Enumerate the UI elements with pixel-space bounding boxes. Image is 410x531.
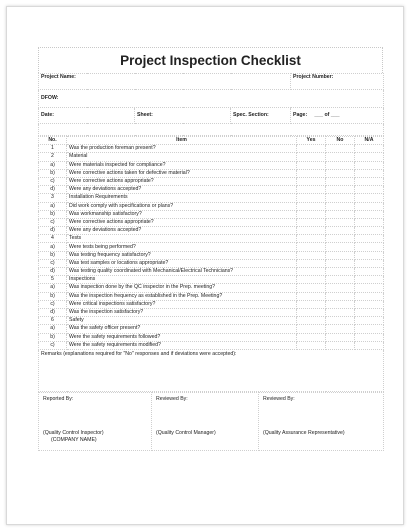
yes-checkbox-cell[interactable]	[297, 202, 326, 210]
no-checkbox-cell[interactable]	[326, 333, 355, 341]
na-checkbox-cell[interactable]	[355, 333, 384, 341]
row-item-text: Was inspection done by the QC inspector in the Prep. meeting?	[67, 284, 297, 292]
checklist-row	[39, 259, 384, 267]
row-number: b)	[39, 251, 67, 259]
yes-checkbox-cell[interactable]	[297, 177, 326, 185]
row-number: c)	[39, 177, 67, 185]
yes-checkbox-cell[interactable]	[297, 284, 326, 292]
checklist-row	[39, 202, 384, 210]
checklist-row	[39, 161, 384, 169]
yes-checkbox-cell[interactable]	[297, 243, 326, 251]
spec-section-field[interactable]	[231, 108, 291, 124]
no-checkbox-cell[interactable]	[326, 341, 355, 349]
row-number: a)	[39, 325, 67, 333]
sheet-field[interactable]	[135, 108, 231, 124]
checklist-row	[39, 227, 384, 235]
yes-checkbox-cell[interactable]	[297, 186, 326, 194]
document-page	[6, 6, 404, 525]
no-checkbox-cell[interactable]	[326, 268, 355, 276]
no-checkbox-cell[interactable]	[326, 235, 355, 243]
no-checkbox-cell[interactable]	[326, 243, 355, 251]
row-number: c)	[39, 218, 67, 226]
row-number: d)	[39, 186, 67, 194]
no-checkbox-cell[interactable]	[326, 284, 355, 292]
yes-checkbox-cell[interactable]	[297, 276, 326, 284]
row-number: c)	[39, 259, 67, 267]
no-checkbox-cell[interactable]	[326, 186, 355, 194]
no-checkbox-cell[interactable]	[326, 145, 355, 153]
remarks-label: Remarks (explanations required for "No" responses and if deviations were accepted):	[41, 350, 237, 357]
no-checkbox-cell[interactable]	[326, 325, 355, 333]
yes-checkbox-cell[interactable]	[297, 235, 326, 243]
spacer-row	[39, 124, 384, 136]
column-header-na: N/A	[355, 137, 384, 145]
yes-checkbox-cell[interactable]	[297, 259, 326, 267]
checklist-body	[39, 145, 384, 350]
no-checkbox-cell[interactable]	[326, 227, 355, 235]
row-item-text: Was the production foreman present?	[67, 145, 297, 153]
row-number: b)	[39, 210, 67, 218]
page-title: Project Inspection Checklist	[38, 47, 383, 73]
column-header-item: Item	[67, 137, 297, 145]
row-item-text: Were corrective actions taken for defective material?	[67, 169, 297, 177]
row-item-text: Were any deviations accepted?	[67, 186, 297, 194]
row-number: 2	[39, 153, 67, 161]
signature-role: (Quality Control Manager)	[156, 429, 216, 436]
na-checkbox-cell[interactable]	[355, 308, 384, 316]
row-number: a)	[39, 202, 67, 210]
checklist-row	[39, 268, 384, 276]
row-item-text: Was the inspection satisfactory?	[67, 308, 297, 316]
na-checkbox-cell[interactable]	[355, 169, 384, 177]
project-number-field[interactable]	[291, 74, 384, 90]
row-number: a)	[39, 243, 67, 251]
row-number: 1	[39, 145, 67, 153]
signature-role: (Quality Assurance Representative)	[263, 429, 345, 436]
spec-section-label: Spec. Section:	[233, 112, 269, 118]
yes-checkbox-cell[interactable]	[297, 161, 326, 169]
no-checkbox-cell[interactable]	[326, 161, 355, 169]
row-item-text: Inspections	[67, 276, 297, 284]
row-number: 6	[39, 317, 67, 325]
yes-checkbox-cell[interactable]	[297, 145, 326, 153]
yes-checkbox-cell[interactable]	[297, 341, 326, 349]
page-total-blank: ___	[330, 112, 340, 118]
yes-checkbox-cell[interactable]	[297, 169, 326, 177]
yes-checkbox-cell[interactable]	[297, 333, 326, 341]
na-checkbox-cell[interactable]	[355, 268, 384, 276]
no-checkbox-cell[interactable]	[326, 202, 355, 210]
column-header-no-answer: No	[326, 137, 355, 145]
signature-label: Reviewed By:	[263, 395, 295, 402]
no-checkbox-cell[interactable]	[326, 169, 355, 177]
yes-checkbox-cell[interactable]	[297, 300, 326, 308]
row-item-text: Was workmanship satisfactory?	[67, 210, 297, 218]
row-item-text: Was test samples or locations appropriate?	[67, 259, 297, 267]
na-checkbox-cell[interactable]	[355, 186, 384, 194]
no-checkbox-cell[interactable]	[326, 300, 355, 308]
row-number: d)	[39, 227, 67, 235]
no-checkbox-cell[interactable]	[326, 259, 355, 267]
checklist-row	[39, 333, 384, 341]
date-label: Date:	[41, 112, 54, 118]
na-checkbox-cell[interactable]	[355, 243, 384, 251]
date-field[interactable]	[39, 108, 135, 124]
yes-checkbox-cell[interactable]	[297, 194, 326, 202]
project-number-label: Project Number:	[293, 74, 334, 80]
checklist-table	[38, 136, 384, 392]
no-checkbox-cell[interactable]	[326, 218, 355, 226]
project-name-field[interactable]	[39, 74, 291, 90]
yes-checkbox-cell[interactable]	[297, 292, 326, 300]
checklist-row	[39, 341, 384, 349]
na-checkbox-cell[interactable]	[355, 259, 384, 267]
checklist-row	[39, 317, 384, 325]
checklist-row	[39, 325, 384, 333]
page-of-label: of	[324, 112, 330, 118]
yes-checkbox-cell[interactable]	[297, 218, 326, 226]
signature-table	[38, 392, 384, 451]
yes-checkbox-cell[interactable]	[297, 325, 326, 333]
na-checkbox-cell[interactable]	[355, 292, 384, 300]
no-checkbox-cell[interactable]	[326, 194, 355, 202]
signature-block[interactable]	[39, 392, 152, 450]
checklist-row	[39, 145, 384, 153]
sheet-label: Sheet:	[137, 112, 153, 118]
dfow-field[interactable]	[39, 90, 384, 108]
checklist-row	[39, 186, 384, 194]
dfow-label: DFOW:	[41, 95, 59, 101]
checklist-row	[39, 300, 384, 308]
checklist-row	[39, 292, 384, 300]
checklist-row	[39, 218, 384, 226]
row-item-text: Were the safety requirements followed?	[67, 333, 297, 341]
no-checkbox-cell[interactable]	[326, 276, 355, 284]
na-checkbox-cell[interactable]	[355, 284, 384, 292]
page-number-blank: ___	[314, 112, 324, 118]
yes-checkbox-cell[interactable]	[297, 210, 326, 218]
row-item-text: Were materials inspected for compliance?	[67, 161, 297, 169]
row-number: 4	[39, 235, 67, 243]
na-checkbox-cell[interactable]	[355, 202, 384, 210]
checklist-row	[39, 251, 384, 259]
na-checkbox-cell[interactable]	[355, 145, 384, 153]
row-number: 5	[39, 276, 67, 284]
na-checkbox-cell[interactable]	[355, 276, 384, 284]
yes-checkbox-cell[interactable]	[297, 308, 326, 316]
remarks-field[interactable]	[39, 349, 384, 391]
checklist-row	[39, 210, 384, 218]
row-number: a)	[39, 161, 67, 169]
header-meta-table	[38, 73, 384, 136]
signature-role: (Quality Control Inspector)	[43, 429, 104, 436]
row-item-text: Were corrective actions appropriate?	[67, 218, 297, 226]
checklist-row	[39, 308, 384, 316]
row-item-text: Were the safety requirements modified?	[67, 341, 297, 349]
no-checkbox-cell[interactable]	[326, 317, 355, 325]
na-checkbox-cell[interactable]	[355, 177, 384, 185]
row-number: a)	[39, 284, 67, 292]
signature-block[interactable]	[259, 392, 384, 450]
no-checkbox-cell[interactable]	[326, 210, 355, 218]
project-name-label: Project Name:	[41, 74, 76, 80]
column-header-yes: Yes	[297, 137, 326, 145]
row-number: b)	[39, 292, 67, 300]
signature-block[interactable]	[152, 392, 259, 450]
yes-checkbox-cell[interactable]	[297, 153, 326, 161]
checklist-row	[39, 153, 384, 161]
checklist-row	[39, 177, 384, 185]
row-item-text: Safety	[67, 317, 297, 325]
no-checkbox-cell[interactable]	[326, 251, 355, 259]
column-header-no: No.	[39, 137, 67, 145]
row-number: d)	[39, 268, 67, 276]
checklist-row	[39, 284, 384, 292]
na-checkbox-cell[interactable]	[355, 300, 384, 308]
row-item-text: Were critical inspections satisfactory?	[67, 300, 297, 308]
signature-label: Reported By:	[43, 395, 74, 402]
yes-checkbox-cell[interactable]	[297, 317, 326, 325]
row-item-text: Tests	[67, 235, 297, 243]
na-checkbox-cell[interactable]	[355, 317, 384, 325]
na-checkbox-cell[interactable]	[355, 161, 384, 169]
page-label: Page:	[293, 112, 308, 118]
signature-row	[39, 392, 384, 450]
yes-checkbox-cell[interactable]	[297, 227, 326, 235]
checklist-row	[39, 276, 384, 284]
row-item-text: Were tests being performed?	[67, 243, 297, 251]
row-item-text: Installation Requirements	[67, 194, 297, 202]
row-number: b)	[39, 169, 67, 177]
page-field[interactable]	[291, 108, 384, 124]
row-item-text: Was testing frequency satisfactory?	[67, 251, 297, 259]
na-checkbox-cell[interactable]	[355, 210, 384, 218]
na-checkbox-cell[interactable]	[355, 227, 384, 235]
checklist-row	[39, 243, 384, 251]
row-number: b)	[39, 333, 67, 341]
row-item-text: Material	[67, 153, 297, 161]
row-number: c)	[39, 341, 67, 349]
no-checkbox-cell[interactable]	[326, 308, 355, 316]
yes-checkbox-cell[interactable]	[297, 268, 326, 276]
row-item-text: Did work comply with specifications or plans?	[67, 202, 297, 210]
signature-label: Reviewed By:	[156, 395, 188, 402]
checklist-row	[39, 235, 384, 243]
checklist-row	[39, 194, 384, 202]
na-checkbox-cell[interactable]	[355, 194, 384, 202]
row-number: d)	[39, 308, 67, 316]
row-number: c)	[39, 300, 67, 308]
row-item-text: Was the safety officer present?	[67, 325, 297, 333]
checklist-row	[39, 169, 384, 177]
row-item-text: Was testing quality coordinated with Mechanical/Electrical Technicians?	[67, 268, 297, 276]
no-checkbox-cell[interactable]	[326, 292, 355, 300]
na-checkbox-cell[interactable]	[355, 325, 384, 333]
yes-checkbox-cell[interactable]	[297, 251, 326, 259]
row-number: 3	[39, 194, 67, 202]
row-item-text: Were any deviations accepted?	[67, 227, 297, 235]
checklist-form	[38, 47, 383, 451]
na-checkbox-cell[interactable]	[355, 153, 384, 161]
no-checkbox-cell[interactable]	[326, 153, 355, 161]
row-item-text: Were corrective actions appropriate?	[67, 177, 297, 185]
na-checkbox-cell[interactable]	[355, 235, 384, 243]
na-checkbox-cell[interactable]	[355, 251, 384, 259]
na-checkbox-cell[interactable]	[355, 341, 384, 349]
na-checkbox-cell[interactable]	[355, 218, 384, 226]
no-checkbox-cell[interactable]	[326, 177, 355, 185]
row-item-text: Was the inspection frequency as established in the Prep. Meeting?	[67, 292, 297, 300]
signature-company: (COMPANY NAME)	[51, 436, 97, 443]
